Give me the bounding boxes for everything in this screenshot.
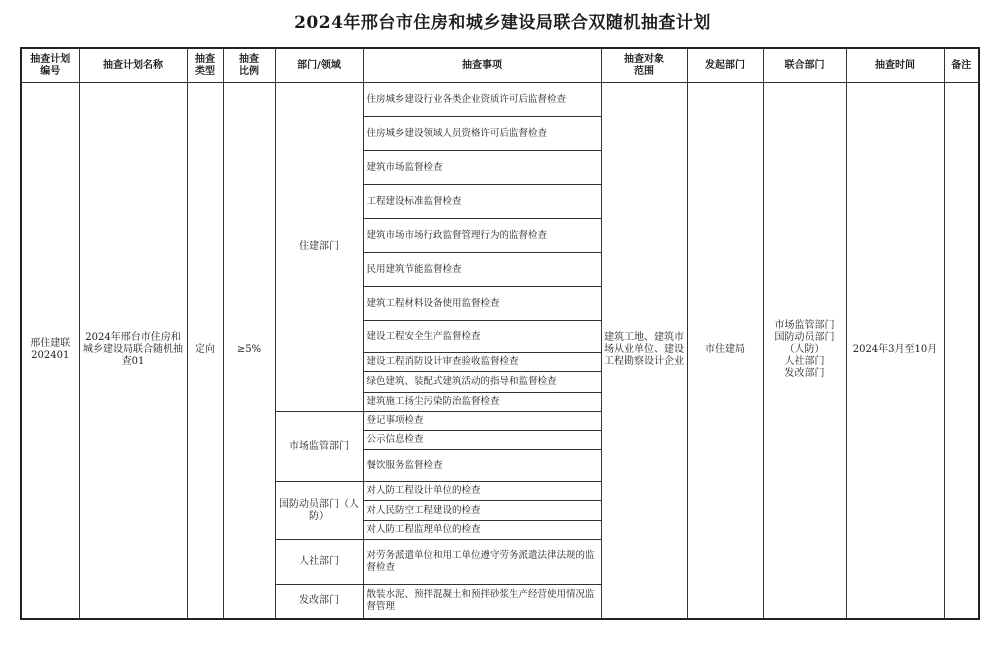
header-scope: 抽查对象 范围 xyxy=(601,48,687,83)
department-name: 市场监管部门 xyxy=(275,412,363,482)
header-initiator: 发起部门 xyxy=(687,48,763,83)
inspection-item: 登记事项检查 xyxy=(363,412,601,431)
inspection-item: 绿色建筑、装配式建筑活动的指导和监督检查 xyxy=(363,372,601,393)
header-plan-no: 抽查计划 编号 xyxy=(21,48,79,83)
inspection-item: 住房城乡建设行业各类企业资质许可后监督检查 xyxy=(363,83,601,117)
check-time: 2024年3月至10月 xyxy=(846,83,944,619)
joint-departments: 市场监管部门 国防动员部门 （人防） 人社部门 发改部门 xyxy=(763,83,846,619)
inspection-item: 公示信息检查 xyxy=(363,431,601,450)
inspection-item: 餐饮服务监督检查 xyxy=(363,450,601,482)
header-row xyxy=(21,48,979,83)
inspection-item: 散装水泥、预拌混凝土和预拌砂浆生产经营使用情况监督管理 xyxy=(363,585,601,619)
header-plan-name: 抽查计划名称 xyxy=(79,48,187,83)
check-scope: 建筑工地、建筑市场从业单位、建设工程勘察设计企业 xyxy=(601,83,687,619)
department-name: 发改部门 xyxy=(275,585,363,619)
initiator-department: 市住建局 xyxy=(687,83,763,619)
inspection-item: 建筑工程材料设备使用监督检查 xyxy=(363,287,601,321)
inspection-item: 建设工程安全生产监督检查 xyxy=(363,321,601,353)
department-name: 住建部门 xyxy=(275,83,363,412)
inspection-item: 民用建筑节能监督检查 xyxy=(363,253,601,287)
check-ratio: ≥5% xyxy=(223,83,275,619)
inspection-item: 对人防工程监理单位的检查 xyxy=(363,521,601,540)
document-title: 2024年邢台市住房和城乡建设局联合双随机抽查计划 xyxy=(294,13,711,33)
plan-name: 2024年邢台市住房和城乡建设局联合随机抽查01 xyxy=(79,83,187,619)
remark xyxy=(944,83,979,619)
table-row xyxy=(21,83,979,117)
header-ratio: 抽查 比例 xyxy=(223,48,275,83)
inspection-item: 住房城乡建设领域人员资格许可后监督检查 xyxy=(363,117,601,151)
inspection-item: 对人防工程设计单位的检查 xyxy=(363,482,601,501)
header-remark: 备注 xyxy=(944,48,979,83)
inspection-item: 建设工程消防设计审查验收监督检查 xyxy=(363,353,601,372)
header-department: 部门/领域 xyxy=(275,48,363,83)
inspection-item: 建筑施工扬尘污染防治监督检查 xyxy=(363,393,601,412)
check-type: 定向 xyxy=(187,83,223,619)
inspection-item: 建筑市场监督检查 xyxy=(363,151,601,185)
header-time: 抽查时间 xyxy=(846,48,944,83)
department-name: 人社部门 xyxy=(275,540,363,585)
inspection-item: 建筑市场市场行政监督管理行为的监督检查 xyxy=(363,219,601,253)
plan-number: 邢住建联 202401 xyxy=(21,83,79,619)
inspection-item: 对人民防空工程建设的检查 xyxy=(363,501,601,521)
department-name: 国防动员部门（人防） xyxy=(275,482,363,540)
inspection-item: 对劳务派遣单位和用工单位遵守劳务派遣法律法规的监督检查 xyxy=(363,540,601,585)
header-joint: 联合部门 xyxy=(763,48,846,83)
inspection-item: 工程建设标准监督检查 xyxy=(363,185,601,219)
header-check-type: 抽查 类型 xyxy=(187,48,223,83)
inspection-plan-table xyxy=(20,47,980,620)
header-items: 抽查事项 xyxy=(363,48,601,83)
